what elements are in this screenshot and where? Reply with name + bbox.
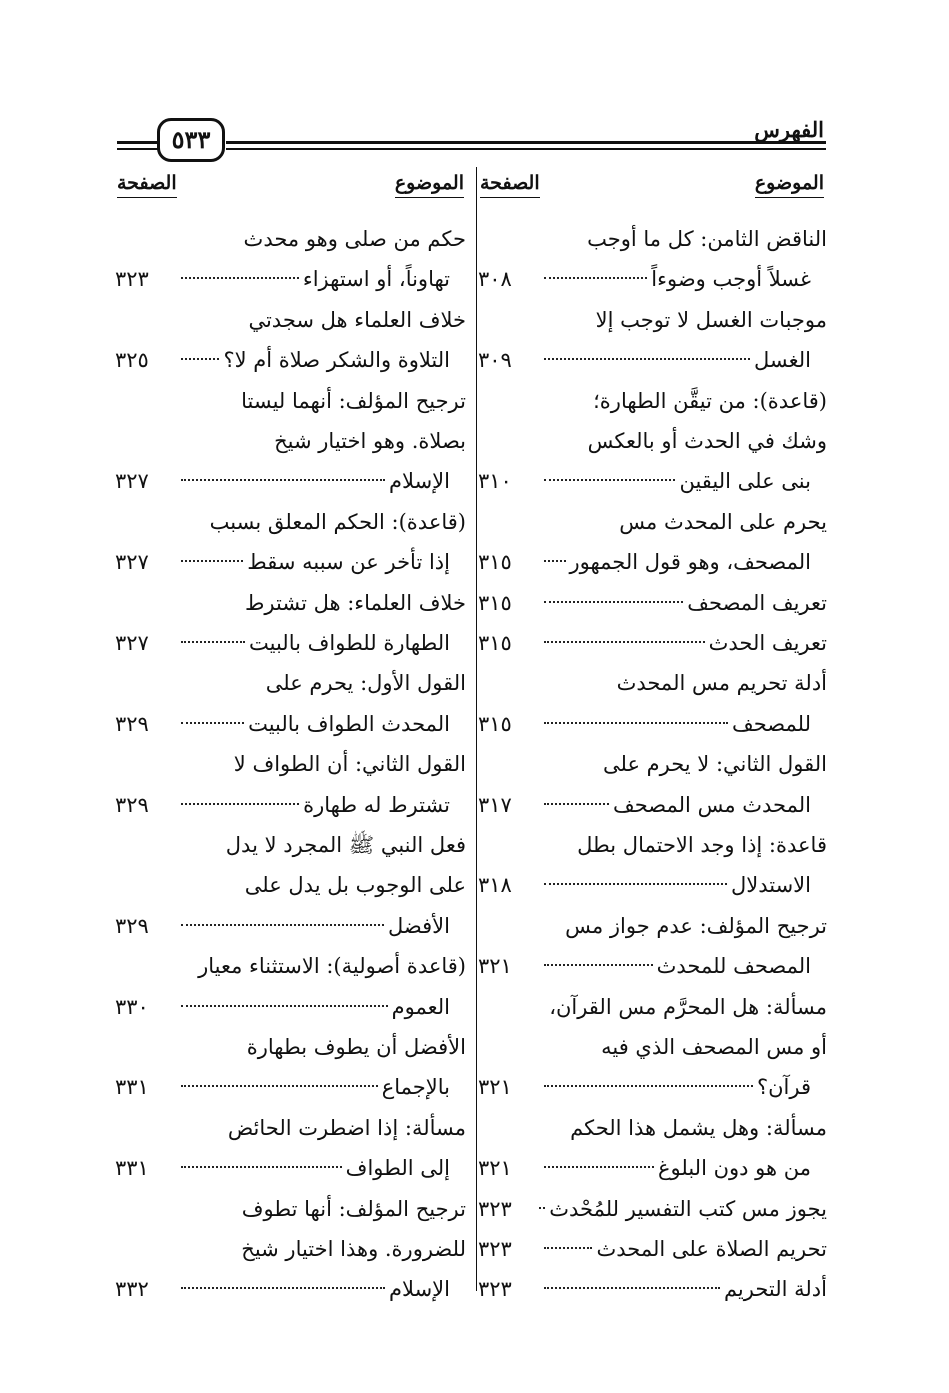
index-entry-line [478,949,827,983]
index-entry-line [478,1030,827,1064]
index-entry-line [115,828,466,862]
index-entry-line [478,262,827,296]
index-entry-line [478,909,827,943]
running-header-title: الفهرس [754,117,824,142]
index-entry-line [478,545,827,579]
dot-leader [544,722,728,724]
dot-leader [181,560,243,562]
entry-text: الأفضل أن يطوف بطهارة [246,1035,466,1059]
entry-text: إلى الطواف [345,1156,450,1181]
entry-page-number: ٣٢٩ [115,913,149,938]
entry-text: من هو دون البلوغ [658,1156,811,1181]
entry-text: تشترط له طهارة [303,792,450,817]
dot-leader [544,277,647,279]
entry-page-number: ٣٢٣ [478,1277,512,1302]
index-entry-line [115,303,466,337]
entry-text: إذا تأخر عن سببه سقط [247,550,450,575]
index-entry-line [115,343,466,377]
entry-text: الإسلام [389,469,450,494]
index-entry-line [115,262,466,296]
entry-text: (قاعدة أصولية): الاستثناء معيار [198,954,466,979]
entry-page-number: ٣٠٩ [478,348,512,373]
entry-page-number: ٣٣١ [115,1156,149,1181]
entry-text: الناقض الثامن: كل ما أوجب [587,227,827,251]
dot-leader [544,803,609,805]
entry-text: الاستدلال [730,873,811,898]
entry-page-number: ٣٣١ [115,1075,149,1100]
entry-text: على الوجوب بل يدل على [244,873,466,898]
dot-leader [181,358,219,360]
entry-page-number: ٣٠٨ [478,267,512,292]
entry-text: خلاف العلماء: هل تشترط [244,590,466,615]
entry-text: الإسلام [389,1277,450,1302]
index-entry-line [115,1070,466,1104]
entry-text: تحريم الصلاة على المحدث [596,1237,827,1261]
entry-page-number: ٣١٥ [478,711,512,736]
index-entry-line [115,990,466,1024]
index-entry-line [478,586,827,620]
entry-text: التلاوة والشكر صلاة أم لا؟ [223,348,450,373]
entry-page-number: ٣١٠ [478,469,512,494]
dot-leader [181,1166,342,1168]
entry-text: ترجيح المؤلف: عدم جواز مس [565,913,827,938]
index-entry-line [115,1272,466,1306]
index-entry-line [115,424,466,458]
entry-page-number: ٣٣٢ [115,1277,149,1302]
index-entry-line [115,909,466,943]
index-entry-line [115,1192,466,1226]
entry-text: القول الثاني: أن الطواف لا [233,752,466,777]
dot-leader [544,1166,654,1168]
entry-text: ترجيح المؤلف: أنها تطوف [241,1196,466,1221]
entry-page-number: ٣٢١ [478,954,512,979]
entry-text: المصحف للمحدث [656,954,811,979]
entry-text: مسألة: وهل يشمل هذا الحكم [570,1115,827,1140]
dot-leader [544,601,683,603]
entry-text: حكم من صلى وهو محدث [243,227,466,251]
dot-leader [544,560,566,562]
entry-page-number: ٣٣٠ [115,994,149,1019]
entry-text: أدلة التحريم [723,1277,827,1302]
index-entry-line [115,1232,466,1266]
index-entry-line [478,1111,827,1145]
header-rule-left [117,141,159,150]
dot-leader [544,358,750,360]
entry-text: موجبات الغسل لا توجب إلا [595,307,827,332]
entry-text: الأفضل [388,913,450,938]
entry-text: المحدث الطواف بالبيت [248,711,450,736]
entry-text: تعريف المصحف [687,590,827,615]
entry-page-number: ٣٢٩ [115,792,149,817]
index-entry-line [478,343,827,377]
index-entry-line [115,868,466,902]
index-entry-line [115,626,466,660]
index-entry-line [478,707,827,741]
index-entry-line [115,707,466,741]
page-number: ٥٣٣ [157,118,225,162]
entry-text: بالإجماع [381,1075,450,1100]
index-entry-line [478,1232,827,1266]
entry-page-number: ٣٢١ [478,1156,512,1181]
entry-text: تهاوناً، أو استهزاء [302,267,450,292]
dot-leader [544,1287,720,1289]
entry-text: فعل النبي ﷺ المجرد لا يدل [225,833,466,857]
index-entry-line [115,464,466,498]
index-entry-line [478,747,827,781]
index-entry-line [115,788,466,822]
entry-text: الطهارة للطواف بالبيت [249,631,450,655]
entry-text: القول الأول: يحرم على [265,671,466,696]
entry-page-number: ٣١٨ [478,873,512,898]
index-entry-line [478,1272,827,1306]
index-entry-line [478,1192,827,1226]
dot-leader [181,803,299,805]
dot-leader [544,641,705,643]
dot-leader [181,1085,378,1087]
right-page-heading: الصفحة [480,172,540,198]
entry-text: (قاعدة): الحكم المعلق بسبب [209,509,466,534]
dot-leader [181,1005,388,1007]
index-entry-line [115,384,466,418]
entry-text: المحدث مس المصحف [613,792,811,817]
entry-text: قاعدة: إذا وجد الاحتمال بطل [577,833,827,857]
entry-text: بنى على اليقين [679,469,811,494]
index-entry-line [115,1030,466,1064]
entry-page-number: ٣٢٧ [115,469,149,494]
dot-leader [181,479,385,481]
index-entry-line [478,303,827,337]
entry-text: المصحف، وهو قول الجمهور [569,550,811,575]
entry-page-number: ٣١٥ [478,590,512,615]
dot-leader [181,1287,385,1289]
index-entry-line [115,1151,466,1185]
entry-text: مسألة: هل المحرَّم مس القرآن، [549,994,827,1019]
entry-page-number: ٣٢٣ [115,267,149,292]
entry-page-number: ٣٢٣ [478,1237,512,1261]
entry-text: (قاعدة): من تيقَّن الطهارة؛ [593,388,827,413]
entry-page-number: ٣١٥ [478,631,512,655]
left-topic-heading: الموضوع [395,172,464,198]
entry-text: للمصحف [732,711,811,736]
index-entry-line [478,868,827,902]
dot-leader [544,964,653,966]
entry-text: القول الثاني: لا يحرم على [602,752,827,777]
entry-text: مسألة: إذا اضطرت الحائض [227,1115,466,1140]
dot-leader [544,479,675,481]
header-rule-right [226,141,826,150]
entry-text: بصلاة. وهو اختيار شيخ [274,429,466,453]
dot-leader [181,924,384,926]
index-entry-line [478,626,827,660]
entry-text: الغسل [753,348,811,373]
index-entry-line [478,828,827,862]
index-entry-line [478,222,827,256]
dot-leader [544,883,727,885]
index-entry-line [478,1070,827,1104]
index-entry-line [115,586,466,620]
entry-text: ترجيح المؤلف: أنهما ليستا [241,388,466,413]
dot-leader [181,641,245,643]
index-entry-line [115,222,466,256]
entry-page-number: ٣٢٧ [115,550,149,575]
entry-page-number: ٣٢٥ [115,348,149,373]
entry-text: قرآن؟ [756,1075,811,1100]
index-entry-line [115,1111,466,1145]
entry-text: غسلاً أوجب وضوءاً [651,267,811,292]
index-entry-line [115,666,466,700]
index-entry-line [115,505,466,539]
entry-page-number: ٣١٥ [478,550,512,575]
dot-leader [544,1085,753,1087]
entry-text: العموم [391,994,450,1019]
entry-page-number: ٣٢١ [478,1075,512,1100]
index-entry-line [478,990,827,1024]
entry-text: يحرم على المحدث مس [619,509,827,534]
column-divider [476,167,477,1291]
entry-text: خلاف العلماء هل سجدتي [248,307,466,332]
index-entry-line [478,464,827,498]
dot-leader [544,1247,592,1249]
index-entry-line [115,545,466,579]
entry-text: وشك في الحدث أو بالعكس [587,429,827,453]
index-entry-line [478,505,827,539]
index-entry-line [478,666,827,700]
entry-page-number: ٣٢٧ [115,631,149,655]
dot-leader [539,1207,545,1209]
entry-page-number: ٣٢٣ [478,1196,512,1221]
entry-text: أو مس المصحف الذي فيه [601,1035,827,1059]
right-topic-heading: الموضوع [755,172,824,198]
index-entry-line [478,424,827,458]
entry-text: للضرورة. وهذا اختيار شيخ [241,1237,466,1261]
entry-text: تعريف الحدث [708,631,827,655]
left-page-heading: الصفحة [117,172,177,198]
index-entry-line [478,384,827,418]
entry-page-number: ٣٢٩ [115,711,149,736]
entry-text: يجوز مس كتب التفسير للمُحْدث [549,1196,827,1221]
index-entry-line [115,747,466,781]
entry-text: أدلة تحريم مس المحدث [616,671,827,696]
entry-page-number: ٣١٧ [478,792,512,817]
dot-leader [181,277,299,279]
dot-leader [181,722,244,724]
index-entry-line [478,788,827,822]
index-entry-line [115,949,466,983]
index-entry-line [478,1151,827,1185]
